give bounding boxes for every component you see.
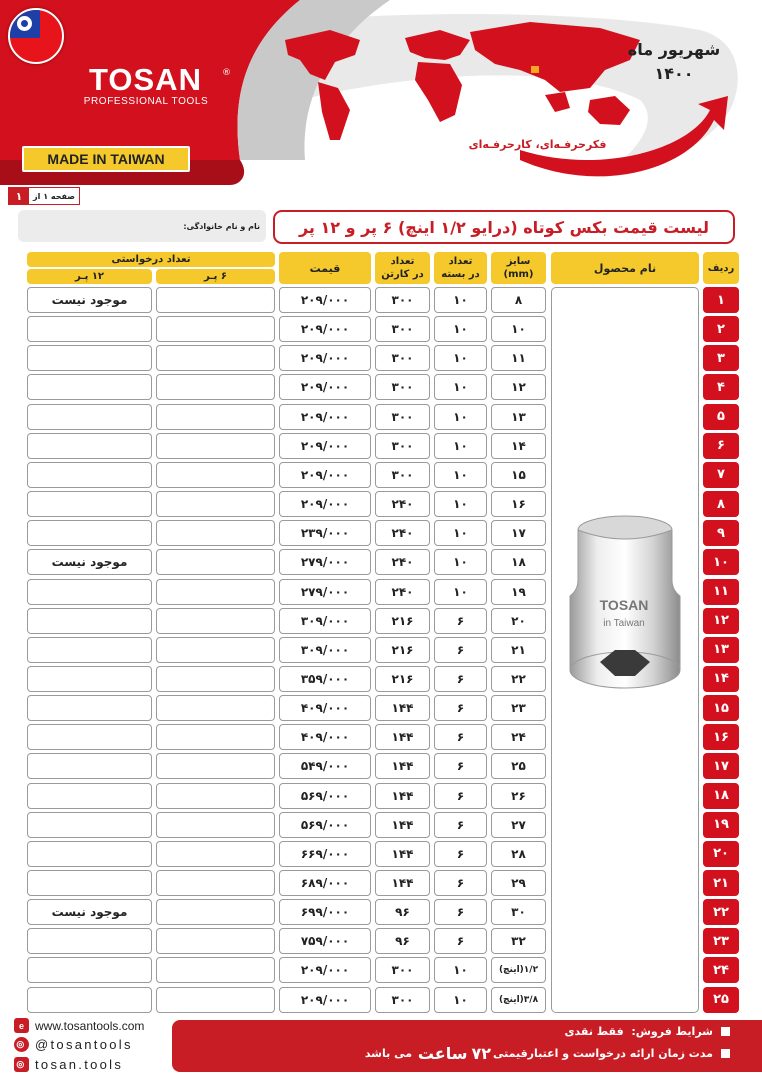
price-cell: ۶۸۹/۰۰۰ — [279, 870, 371, 896]
price-cell: ۷۵۹/۰۰۰ — [279, 928, 371, 954]
table-row — [0, 490, 762, 519]
row-index: ۱۵ — [703, 695, 739, 721]
twelve-point-qty-input[interactable] — [27, 579, 152, 605]
table-row — [0, 461, 762, 490]
six-point-qty-input[interactable] — [156, 753, 275, 779]
twelve-point-qty-input[interactable] — [27, 987, 152, 1013]
table-row — [0, 840, 762, 869]
size-cell: ۱۷ — [491, 520, 546, 546]
slogan: فکرحرفـه‌ای، کارحرفـه‌ای — [468, 138, 607, 151]
price-table-body — [0, 286, 762, 1016]
six-point-qty-input[interactable] — [156, 316, 275, 342]
six-point-qty-input[interactable] — [156, 549, 275, 575]
instagram-icon: ◎ — [14, 1057, 29, 1072]
six-point-qty-input[interactable] — [156, 957, 275, 983]
row-index: ۲۲ — [703, 899, 739, 925]
table-row — [0, 519, 762, 548]
page-title: لیست قیمت بکس کوتاه (درایو ۱/۲ اینچ) ۶ پر و ۱۲ پر — [273, 210, 735, 244]
six-point-qty-input[interactable] — [156, 987, 275, 1013]
six-point-qty-input[interactable] — [156, 287, 275, 313]
table-row — [0, 869, 762, 898]
table-row — [0, 403, 762, 432]
six-point-qty-input[interactable] — [156, 666, 275, 692]
pack-qty-cell: ۶ — [434, 695, 487, 721]
table-row — [0, 694, 762, 723]
size-cell: ۱۳ — [491, 404, 546, 430]
table-row — [0, 927, 762, 956]
price-cell: ۵۶۹/۰۰۰ — [279, 783, 371, 809]
size-cell: ۱۹ — [491, 579, 546, 605]
twelve-point-qty-input[interactable] — [27, 520, 152, 546]
header-size-unit: (mm) — [503, 269, 534, 280]
size-cell: ۲۹ — [491, 870, 546, 896]
carton-qty-cell: ۱۴۴ — [375, 783, 430, 809]
row-index: ۲۵ — [703, 987, 739, 1013]
carton-qty-cell: ۲۴۰ — [375, 579, 430, 605]
validity-number: ۷۲ — [471, 1044, 491, 1063]
table-row — [0, 956, 762, 985]
page-indicator — [8, 187, 80, 205]
carton-qty-cell: ۳۰۰ — [375, 287, 430, 313]
page-label: صفحه ۱ از — [33, 191, 75, 201]
six-point-qty-input[interactable] — [156, 928, 275, 954]
header-index: ردیف — [703, 252, 739, 284]
bullet-square-icon — [721, 1049, 730, 1058]
carton-qty-cell: ۳۰۰ — [375, 987, 430, 1013]
date-year: ۱۴۰۰ — [654, 64, 694, 83]
size-cell: ۳/۸(اینچ) — [491, 987, 546, 1013]
row-index: ۱۷ — [703, 753, 739, 779]
table-row — [0, 607, 762, 636]
header — [0, 0, 762, 200]
pack-qty-cell: ۱۰ — [434, 491, 487, 517]
pack-qty-cell: ۱۰ — [434, 374, 487, 400]
pack-qty-cell: ۶ — [434, 608, 487, 634]
price-cell: ۲۷۹/۰۰۰ — [279, 549, 371, 575]
price-cell: ۶۶۹/۰۰۰ — [279, 841, 371, 867]
row-index: ۳ — [703, 345, 739, 371]
twelve-point-qty-input[interactable] — [27, 374, 152, 400]
table-row — [0, 723, 762, 752]
terms-label: شرایط فروش: — [631, 1025, 713, 1038]
row-index: ۲۱ — [703, 870, 739, 896]
size-cell: ۳۰ — [491, 899, 546, 925]
six-point-qty-input[interactable] — [156, 433, 275, 459]
carton-qty-cell: ۲۱۶ — [375, 637, 430, 663]
website-contact[interactable] — [14, 1018, 144, 1033]
price-cell: ۵۴۹/۰۰۰ — [279, 753, 371, 779]
table-row — [0, 286, 762, 315]
carton-qty-cell: ۳۰۰ — [375, 433, 430, 459]
pack-qty-cell: ۶ — [434, 841, 487, 867]
bullet-square-icon — [721, 1027, 730, 1036]
carton-qty-cell: ۲۴۰ — [375, 549, 430, 575]
pack-qty-cell: ۶ — [434, 783, 487, 809]
twelve-point-qty-input[interactable] — [27, 870, 152, 896]
row-index: ۶ — [703, 433, 739, 459]
carton-qty-cell: ۳۰۰ — [375, 316, 430, 342]
six-point-qty-input[interactable] — [156, 695, 275, 721]
twelve-point-qty-input[interactable] — [27, 753, 152, 779]
six-point-qty-input[interactable] — [156, 374, 275, 400]
socket-engraving-brand: TOSAN — [599, 597, 649, 613]
size-cell: ۲۶ — [491, 783, 546, 809]
table-row — [0, 811, 762, 840]
pack-qty-cell: ۱۰ — [434, 287, 487, 313]
header-carton-line2: در کارتن — [381, 269, 424, 280]
six-point-qty-input[interactable] — [156, 812, 275, 838]
table-row — [0, 636, 762, 665]
table-row — [0, 986, 762, 1015]
price-cell: ۲۰۹/۰۰۰ — [279, 404, 371, 430]
carton-qty-cell: ۳۰۰ — [375, 462, 430, 488]
pack-qty-cell: ۶ — [434, 666, 487, 692]
size-cell: ۲۰ — [491, 608, 546, 634]
price-cell: ۲۰۹/۰۰۰ — [279, 433, 371, 459]
sales-terms-line — [564, 1025, 730, 1038]
twelve-point-qty-input[interactable] — [27, 433, 152, 459]
six-point-qty-input[interactable] — [156, 841, 275, 867]
carton-qty-cell: ۹۶ — [375, 899, 430, 925]
six-point-qty-input[interactable] — [156, 345, 275, 371]
table-row — [0, 344, 762, 373]
price-cell: ۲۳۹/۰۰۰ — [279, 520, 371, 546]
row-index: ۱۶ — [703, 724, 739, 750]
price-cell: ۴۰۹/۰۰۰ — [279, 695, 371, 721]
pack-qty-cell: ۱۰ — [434, 549, 487, 575]
pack-qty-cell: ۱۰ — [434, 433, 487, 459]
pack-qty-cell: ۱۰ — [434, 345, 487, 371]
row-index: ۲۰ — [703, 841, 739, 867]
twelve-point-qty-input[interactable] — [27, 316, 152, 342]
row-index: ۱۲ — [703, 608, 739, 634]
page-number: ۱ — [9, 188, 29, 204]
row-index: ۲۳ — [703, 928, 739, 954]
table-row — [0, 373, 762, 402]
price-cell: ۲۰۹/۰۰۰ — [279, 987, 371, 1013]
six-point-qty-input[interactable] — [156, 608, 275, 634]
customer-name-field[interactable] — [18, 210, 266, 242]
table-row — [0, 548, 762, 577]
price-cell: ۲۰۹/۰۰۰ — [279, 491, 371, 517]
customer-name-label: نام و نام خانوادگی: — [183, 221, 260, 231]
header-size-label: سایز — [506, 256, 531, 267]
price-cell: ۵۶۹/۰۰۰ — [279, 812, 371, 838]
pack-qty-cell: ۶ — [434, 899, 487, 925]
carton-qty-cell: ۱۴۴ — [375, 724, 430, 750]
carton-qty-cell: ۱۴۴ — [375, 870, 430, 896]
twelve-point-qty-input[interactable] — [27, 812, 152, 838]
header-six-point: ۶ پـر — [156, 269, 275, 284]
six-point-qty-input[interactable] — [156, 870, 275, 896]
header-price: قیمت — [279, 252, 371, 284]
size-cell: ۱۱ — [491, 345, 546, 371]
price-cell: ۳۰۹/۰۰۰ — [279, 608, 371, 634]
six-point-qty-input[interactable] — [156, 724, 275, 750]
row-index: ۱۱ — [703, 579, 739, 605]
header-pack-line2: در بسته — [441, 269, 480, 280]
header-twelve-point: ۱۲ پـر — [27, 269, 152, 284]
twelve-point-qty-input[interactable]: موجود نیست — [27, 549, 152, 575]
carton-qty-cell: ۲۴۰ — [375, 491, 430, 517]
instagram-contact-2[interactable] — [14, 1057, 123, 1072]
instagram-handle-1: @tosantools — [35, 1037, 133, 1052]
carton-qty-cell: ۱۴۴ — [375, 695, 430, 721]
header-carton-line1: تعداد — [390, 256, 415, 267]
size-cell: ۲۳ — [491, 695, 546, 721]
size-cell: ۱۶ — [491, 491, 546, 517]
pack-qty-cell: ۶ — [434, 637, 487, 663]
price-cell: ۲۷۹/۰۰۰ — [279, 579, 371, 605]
table-row — [0, 752, 762, 781]
instagram-icon: ◎ — [14, 1037, 29, 1052]
size-cell: ۳۲ — [491, 928, 546, 954]
size-cell: ۱/۲(اینچ) — [491, 957, 546, 983]
carton-qty-cell: ۲۱۶ — [375, 608, 430, 634]
size-cell: ۲۵ — [491, 753, 546, 779]
size-cell: ۱۰ — [491, 316, 546, 342]
twelve-point-qty-input[interactable] — [27, 637, 152, 663]
twelve-point-qty-input[interactable] — [27, 695, 152, 721]
six-point-qty-input[interactable] — [156, 579, 275, 605]
table-row — [0, 782, 762, 811]
six-point-qty-input[interactable] — [156, 637, 275, 663]
twelve-point-qty-input[interactable] — [27, 666, 152, 692]
row-index: ۸ — [703, 491, 739, 517]
row-index: ۱۸ — [703, 783, 739, 809]
twelve-point-qty-input[interactable] — [27, 491, 152, 517]
row-index: ۴ — [703, 374, 739, 400]
six-point-qty-input[interactable] — [156, 462, 275, 488]
carton-qty-cell: ۳۰۰ — [375, 404, 430, 430]
validity-suffix: می باشد — [364, 1047, 413, 1060]
web-icon: e — [14, 1018, 29, 1033]
size-cell: ۲۱ — [491, 637, 546, 663]
table-row — [0, 578, 762, 607]
validity-unit: ساعت — [417, 1044, 468, 1063]
twelve-point-qty-input[interactable] — [27, 608, 152, 634]
size-cell: ۲۸ — [491, 841, 546, 867]
size-cell: ۱۵ — [491, 462, 546, 488]
six-point-qty-input[interactable] — [156, 783, 275, 809]
size-cell: ۲۲ — [491, 666, 546, 692]
size-cell: ۸ — [491, 287, 546, 313]
price-cell: ۳۰۹/۰۰۰ — [279, 637, 371, 663]
price-cell: ۲۰۹/۰۰۰ — [279, 345, 371, 371]
header-product: نام محصول — [551, 252, 699, 284]
website-text: www.tosantools.com — [35, 1018, 145, 1033]
twelve-point-qty-input[interactable] — [27, 841, 152, 867]
carton-qty-cell: ۳۰۰ — [375, 374, 430, 400]
carton-qty-cell: ۹۶ — [375, 928, 430, 954]
six-point-qty-input[interactable] — [156, 404, 275, 430]
price-cell: ۲۰۹/۰۰۰ — [279, 462, 371, 488]
twelve-point-qty-input[interactable] — [27, 462, 152, 488]
row-index: ۲۴ — [703, 957, 739, 983]
twelve-point-qty-input[interactable] — [27, 957, 152, 983]
instagram-contact-1[interactable] — [14, 1037, 133, 1052]
pack-qty-cell: ۱۰ — [434, 579, 487, 605]
pack-qty-cell: ۱۰ — [434, 462, 487, 488]
header-pack — [434, 252, 487, 284]
carton-qty-cell: ۱۴۴ — [375, 812, 430, 838]
pack-qty-cell: ۶ — [434, 753, 487, 779]
six-point-qty-input[interactable] — [156, 899, 275, 925]
row-index: ۱۰ — [703, 549, 739, 575]
six-point-qty-input[interactable] — [156, 491, 275, 517]
size-cell: ۲۷ — [491, 812, 546, 838]
twelve-point-qty-input[interactable] — [27, 928, 152, 954]
size-cell: ۲۴ — [491, 724, 546, 750]
six-point-qty-input[interactable] — [156, 520, 275, 546]
price-cell: ۲۰۹/۰۰۰ — [279, 316, 371, 342]
carton-qty-cell: ۳۰۰ — [375, 345, 430, 371]
date-month: شهریور ماه — [627, 40, 721, 59]
twelve-point-qty-input[interactable]: موجود نیست — [27, 899, 152, 925]
header-pack-line1: تعداد — [448, 256, 473, 267]
size-cell: ۱۲ — [491, 374, 546, 400]
pack-qty-cell: ۱۰ — [434, 404, 487, 430]
table-row — [0, 665, 762, 694]
pack-qty-cell: ۱۰ — [434, 957, 487, 983]
brand-subtitle: PROFESSIONAL TOOLS — [83, 96, 209, 107]
twelve-point-qty-input[interactable] — [27, 404, 152, 430]
carton-qty-cell: ۱۴۴ — [375, 841, 430, 867]
pack-qty-cell: ۶ — [434, 812, 487, 838]
table-row — [0, 315, 762, 344]
carton-qty-cell: ۳۰۰ — [375, 957, 430, 983]
row-index: ۷ — [703, 462, 739, 488]
twelve-point-qty-input[interactable] — [27, 724, 152, 750]
price-cell: ۳۵۹/۰۰۰ — [279, 666, 371, 692]
table-row — [0, 432, 762, 461]
size-cell: ۱۴ — [491, 433, 546, 459]
pack-qty-cell: ۶ — [434, 928, 487, 954]
row-index: ۱ — [703, 287, 739, 313]
carton-qty-cell: ۲۴۰ — [375, 520, 430, 546]
row-index: ۱۳ — [703, 637, 739, 663]
price-cell: ۶۹۹/۰۰۰ — [279, 899, 371, 925]
twelve-point-qty-input[interactable] — [27, 783, 152, 809]
header-size — [491, 252, 546, 284]
terms-value: فقط نقدی — [564, 1025, 624, 1038]
pack-qty-cell: ۱۰ — [434, 316, 487, 342]
header-request: تعداد درخواستی — [27, 252, 275, 267]
taiwan-flag-icon — [8, 8, 64, 64]
row-index: ۲ — [703, 316, 739, 342]
price-cell: ۲۰۹/۰۰۰ — [279, 957, 371, 983]
made-in-badge: MADE IN TAIWAN — [22, 146, 190, 172]
row-index: ۹ — [703, 520, 739, 546]
size-cell: ۱۸ — [491, 549, 546, 575]
instagram-handle-2: tosan.tools — [35, 1057, 124, 1072]
header-carton — [375, 252, 430, 284]
table-row — [0, 898, 762, 927]
pack-qty-cell: ۱۰ — [434, 520, 487, 546]
pack-qty-cell: ۱۰ — [434, 987, 487, 1013]
row-index: ۱۹ — [703, 812, 739, 838]
price-cell: ۴۰۹/۰۰۰ — [279, 724, 371, 750]
carton-qty-cell: ۱۴۴ — [375, 753, 430, 779]
brand-logo: TOSAN — [89, 62, 202, 97]
twelve-point-qty-input[interactable]: موجود نیست — [27, 287, 152, 313]
price-cell: ۲۰۹/۰۰۰ — [279, 374, 371, 400]
twelve-point-qty-input[interactable] — [27, 345, 152, 371]
pack-qty-cell: ۶ — [434, 724, 487, 750]
registered-mark: ® — [222, 68, 231, 78]
validity-line — [365, 1044, 730, 1063]
price-cell: ۲۰۹/۰۰۰ — [279, 287, 371, 313]
carton-qty-cell: ۲۱۶ — [375, 666, 430, 692]
validity-prefix: مدت زمان ارائه درخواست و اعتبارقیمتی — [493, 1047, 713, 1060]
pack-qty-cell: ۶ — [434, 870, 487, 896]
row-index: ۱۴ — [703, 666, 739, 692]
row-index: ۵ — [703, 404, 739, 430]
socket-engraving-origin: in Taiwan — [603, 618, 645, 629]
